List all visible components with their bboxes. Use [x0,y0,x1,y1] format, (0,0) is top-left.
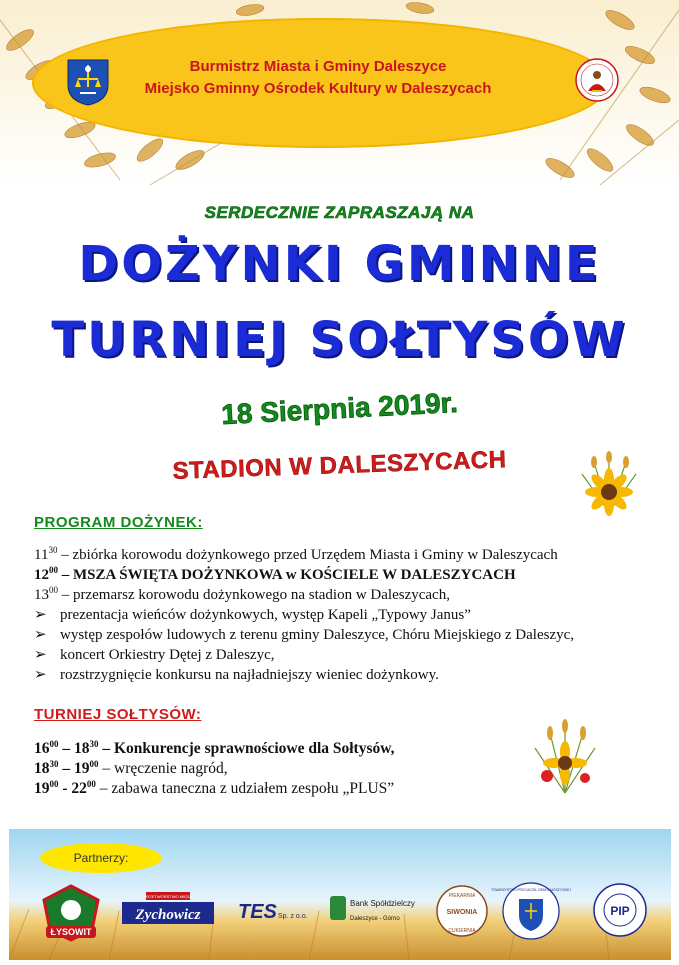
arrow-bullet-icon: ➢ [34,627,47,643]
event-venue: STADION W DALESZYCACH [172,446,507,485]
arrow-bullet-icon: ➢ [34,647,47,663]
lysowit-text: ŁYSOWIT [50,927,92,937]
turniej-item: $18^{30} - 19^{00}$ – wręczenie nagród, [34,759,228,777]
flower-bouquet-icon [525,718,605,798]
society-logo [491,881,571,941]
program-item: $13^{00}$ – przemarsz korowodu dożynkowego na stadion w Daleszycach, [34,585,450,603]
program-bullet: ➢ rozstrzygnięcie konkursu na najładniejszy wieniec dożynkowy. [34,667,439,683]
turniej-heading: TURNIEJ SOŁTYSÓW: [34,706,202,723]
title-line-1: DOŻYNKI GMINNE [78,236,601,292]
zychowicz-text: Zychowicz [135,907,201,923]
turniej-item: $16^{00} - 18^{30}$ – Konkurencje sprawnościowe dla Sołtysów, [34,739,395,757]
title-line-2: TURNIEJ SOŁTYSÓW [51,312,628,368]
program-bullet: ➢ koncert Orkiestry Dętej z Daleszyc, [34,647,275,663]
program-list [34,545,654,685]
invitation-text: SERDECZNIE ZAPRASZAJĄ NA [204,203,475,222]
tes-logo [234,896,314,926]
tes-text: TES [238,901,277,923]
arrow-bullet-icon: ➢ [34,607,47,623]
cultural-center-logo-icon [574,57,620,103]
pip-logo [592,882,648,938]
tes-suffix: Sp. z o.o. [278,913,308,920]
zychowicz-tagline: PRZETWÓRSTWO MIĘSA [143,894,193,899]
bakery-top: PIEKARNIA [448,893,476,899]
pip-text: PIP [610,904,630,918]
society-text: TOWARZYSTWO PRZYJACIÓŁ ZIEMI DALESZYCKIEJ [491,888,571,892]
partners-label: Partnerzy: [40,843,162,873]
organizer-line-2: Miejsko Gminny Ośrodek Kultury w Daleszycach [144,80,492,97]
zychowicz-logo [120,892,216,928]
event-date: 18 Sierpnia 2019r. [220,386,459,431]
bank-name: Bank Spółdzielczy [350,899,415,908]
turniej-item: $19^{00} - 22^{00}$ – zabawa taneczna z udziałem zespołu „PLUS” [34,779,395,797]
program-bullet: ➢ występ zespołów ludowych z terenu gminy Daleszyce, Chóru Miejskiego z Daleszyc, [34,627,575,643]
program-heading: PROGRAM DOŻYNEK: [34,514,203,531]
bakery-name: SIWONIA [446,909,478,916]
bank-branch: Daleszyce - Górno [350,916,400,922]
bakery-logo [435,884,489,938]
organizer-line-1: Burmistrz Miasta i Gminy Daleszyce [189,58,447,75]
program-bullet: ➢ prezentacja wieńców dożynkowych, występ Kapeli „Typowy Janus” [34,607,471,623]
lysowit-logo [40,884,102,942]
coat-of-arms-icon [65,57,111,107]
arrow-bullet-icon: ➢ [34,667,47,683]
bakery-bottom: CUKIERNIA [448,928,476,934]
program-item: $12^{00}$ – MSZA ŚWIĘTA DOŻYNKOWA w KOŚCIELE W DALESZYCACH [34,565,516,583]
sunflower-icon [574,452,644,522]
bank-logo [328,892,418,928]
program-item: $11^{30}$ – zbiórka korowodu dożynkowego przed Urzędem Miasta i Gminy w Daleszycach [34,545,558,563]
organizers [128,56,508,100]
